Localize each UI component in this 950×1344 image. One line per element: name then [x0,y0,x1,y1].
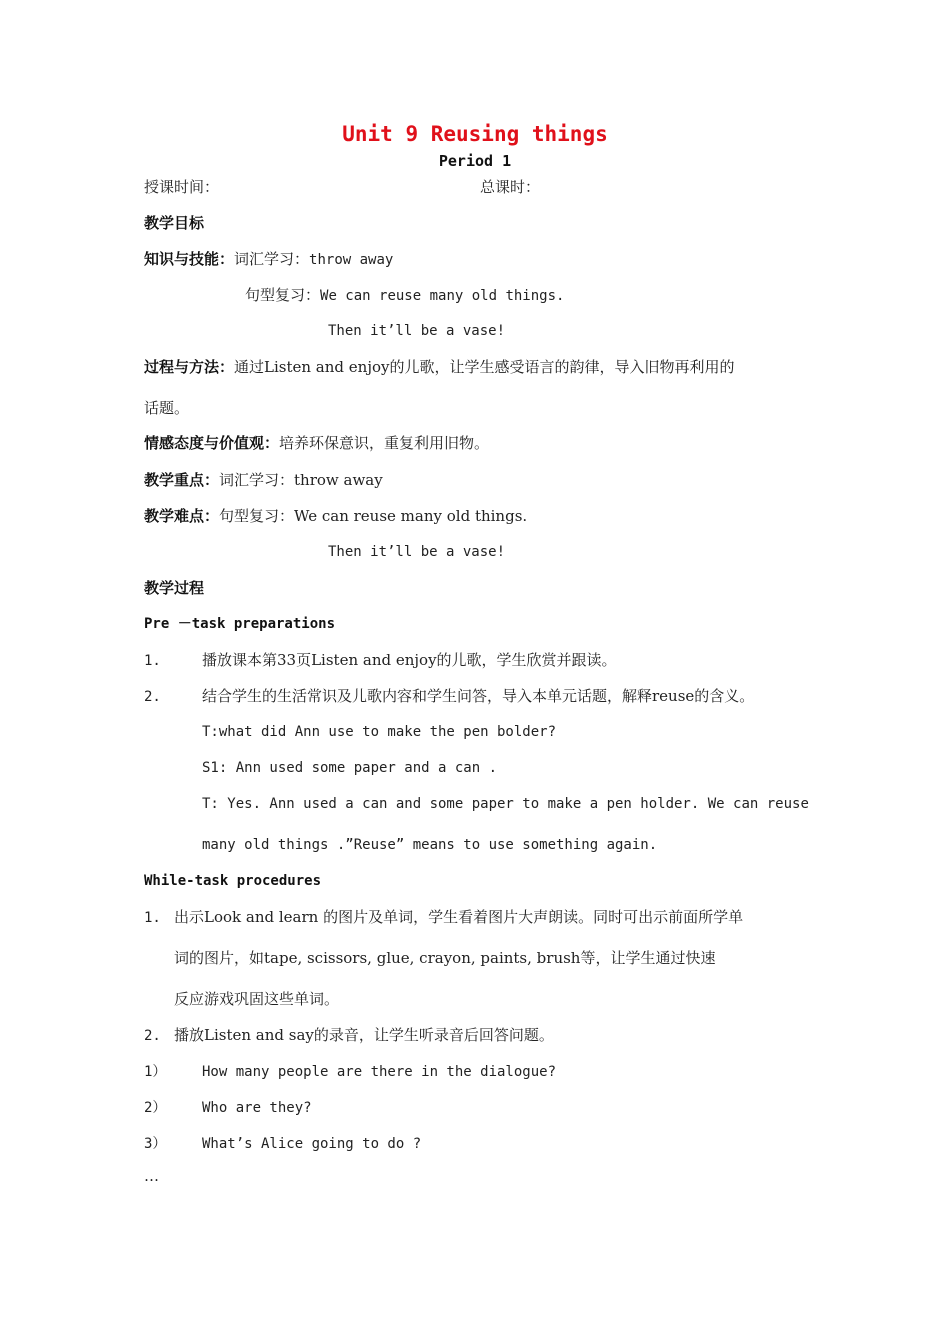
question-text: Who are they? [202,1100,312,1116]
vocab-label: 词汇学习： [234,250,310,268]
vocab-text: throw away [309,252,394,268]
list-number: 2. [144,1028,161,1044]
question-item [144,1133,421,1154]
page-title: Unit 9 Reusing things [342,122,608,146]
difficult-point-label: 教学难点： [144,507,220,525]
list-number: 1. [144,653,161,669]
while-task-item [144,907,743,928]
dialogue-line: S1: Ann used some paper and a can . [202,760,498,776]
list-number: 1. [144,910,161,926]
process-method-row [144,357,734,377]
knowledge-row [144,249,393,270]
key-point-text: 词汇学习：throw away [219,471,383,489]
while-task-item-cont: 词的图片，如tape, scissors, glue, crayon, paints, brush等，让学生通过快速 [174,949,716,967]
difficult-point-row [144,506,527,526]
list-text: 播放Listen and say的录音，让学生听录音后回答问题。 [174,1026,554,1044]
process-method-label: 过程与方法： [144,358,235,376]
process-heading: 教学过程 [144,579,205,597]
teaching-time-label: 授课时间： [144,178,220,196]
pattern-text-1: We can reuse many old things. [320,288,565,304]
pattern-label: 句型复习： [245,286,321,304]
difficult-point-text-2: Then it’ll be a vase! [328,544,506,560]
question-text: How many people are there in the dialogue? [202,1064,557,1080]
knowledge-label: 知识与技能： [144,250,235,268]
question-number: 2） [144,1100,167,1116]
dialogue-line: T: Yes. Ann used a can and some paper to make a pen holder. We can reuse [202,796,809,812]
list-text: 结合学生的生活常识及儿歌内容和学生问答，导入本单元话题，解释reuse的含义。 [202,687,755,705]
pre-task-heading: Pre －task preparations [144,616,336,632]
question-text: What’s Alice going to do ? [202,1136,422,1152]
while-task-item-cont: 反应游戏巩固这些单词。 [174,990,340,1008]
pattern-row [245,285,564,306]
question-item [144,1097,312,1118]
emotion-text: 培养环保意识，重复利用旧物。 [279,434,490,452]
dialogue-line: T:what did Ann use to make the pen bolder? [202,724,557,740]
total-periods-label: 总课时： [480,178,541,196]
while-task-item [144,1025,554,1046]
question-item [144,1061,556,1082]
list-text: 播放课本第33页Listen and enjoy的儿歌，学生欣赏并跟读。 [202,651,617,669]
while-task-heading: While-task procedures [144,873,322,889]
emotion-row [144,433,489,453]
difficult-point-text: 句型复习：We can reuse many old things. [219,507,528,525]
dialogue-line: many old things .”Reuse” means to use something again. [202,837,658,853]
process-method-text-cont: 话题。 [144,399,190,417]
process-method-text: 通过Listen and enjoy的儿歌，让学生感受语言的韵律，导入旧物再利用的 [234,358,735,376]
objectives-heading: 教学目标 [144,214,205,232]
key-point-row [144,470,383,490]
emotion-label: 情感态度与价值观： [144,434,280,452]
key-point-label: 教学重点： [144,471,220,489]
pre-task-item [144,650,617,671]
list-text: 出示Look and learn 的图片及单词，学生看着图片大声朗读。同时可出示前面所学单 [174,908,744,926]
pre-task-item [144,686,754,707]
question-number: 1） [144,1064,167,1080]
period-subtitle: Period 1 [438,152,512,170]
list-number: 2. [144,689,161,705]
question-number: 3） [144,1136,167,1152]
ellipsis: … [144,1167,159,1185]
pattern-text-2: Then it’ll be a vase! [328,323,506,339]
